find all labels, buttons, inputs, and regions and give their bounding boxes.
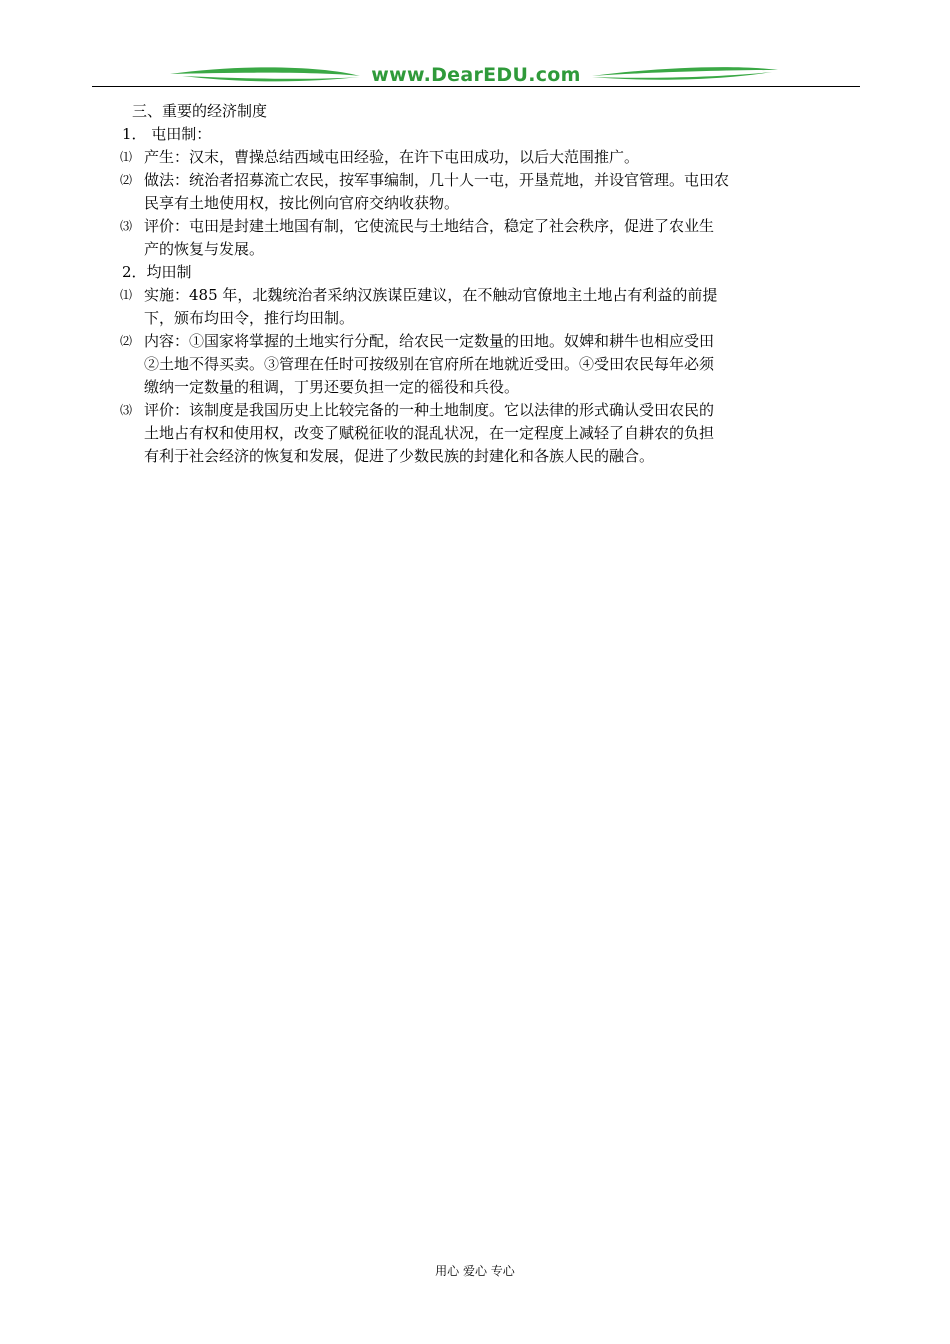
subsection-1-title: 1． 屯田制：: [122, 125, 212, 143]
paragraph-1-2: [120, 169, 862, 215]
paragraph-text: 实施：485 年，北魏统治者采纳汉族谋臣建议，在不触动官僚地主土地占有利益的前提: [144, 286, 718, 304]
paragraph-2-2: [120, 330, 862, 399]
paragraph-text: 产生：汉末，曹操总结西域屯田经验，在许下屯田成功，以后大范围推广。: [144, 148, 640, 166]
header-divider: [92, 86, 860, 87]
paragraph-text: 做法：统治者招募流亡农民，按军事编制，几十人一屯，开垦荒地，并设官管理。屯田农: [144, 171, 730, 189]
item-number: ⑴: [120, 150, 133, 164]
item-number: ⑵: [120, 173, 133, 187]
page-footer: 用心 爱心 专心: [435, 1264, 515, 1278]
paragraph-text: 产的恢复与发展。: [144, 240, 265, 258]
paragraph-text: 评价：屯田是封建土地国有制，它使流民与土地结合，稳定了社会秩序，促进了农业生: [144, 217, 715, 235]
paragraph-2-3: [120, 399, 862, 468]
paragraph-text: ②土地不得买卖。③管理在任时可按级别在官府所在地就近受田。④受田农民每年必须: [144, 355, 715, 373]
paragraph-text: 下，颁布均田令，推行均田制。: [144, 309, 355, 327]
paragraph-text: 评价：该制度是我国历史上比较完备的一种土地制度。它以法律的形式确认受田农民的: [144, 401, 715, 419]
paragraph-1-3: [120, 215, 862, 261]
item-number: ⑴: [120, 288, 133, 302]
paragraph-text: 土地占有权和使用权，改变了赋税征收的混乱状况，在一定程度上减轻了自耕农的负担: [144, 424, 715, 442]
item-number: ⑵: [120, 334, 133, 348]
section-heading: 三、重要的经济制度: [132, 102, 268, 120]
paragraph-text: 民享有土地使用权，按比例向官府交纳收获物。: [144, 194, 460, 212]
paragraph-text: 有利于社会经济的恢复和发展，促进了少数民族的封建化和各族人民的融合。: [144, 447, 655, 465]
paragraph-text: 内容：①国家将掌握的土地实行分配，给农民一定数量的田地。奴婢和耕牛也相应受田: [144, 332, 715, 350]
site-logo-text[interactable]: www.DearEDU.com: [371, 64, 581, 86]
paragraph-text: 缴纳一定数量的租调，丁男还要负担一定的徭役和兵役。: [144, 378, 520, 396]
item-number: ⑶: [120, 403, 133, 417]
paragraph-2-1: [120, 284, 862, 330]
subsection-2-title: 2．均田制: [122, 263, 192, 281]
paragraph-1-1: [120, 146, 862, 169]
document-body: [120, 100, 862, 468]
item-number: ⑶: [120, 219, 133, 233]
